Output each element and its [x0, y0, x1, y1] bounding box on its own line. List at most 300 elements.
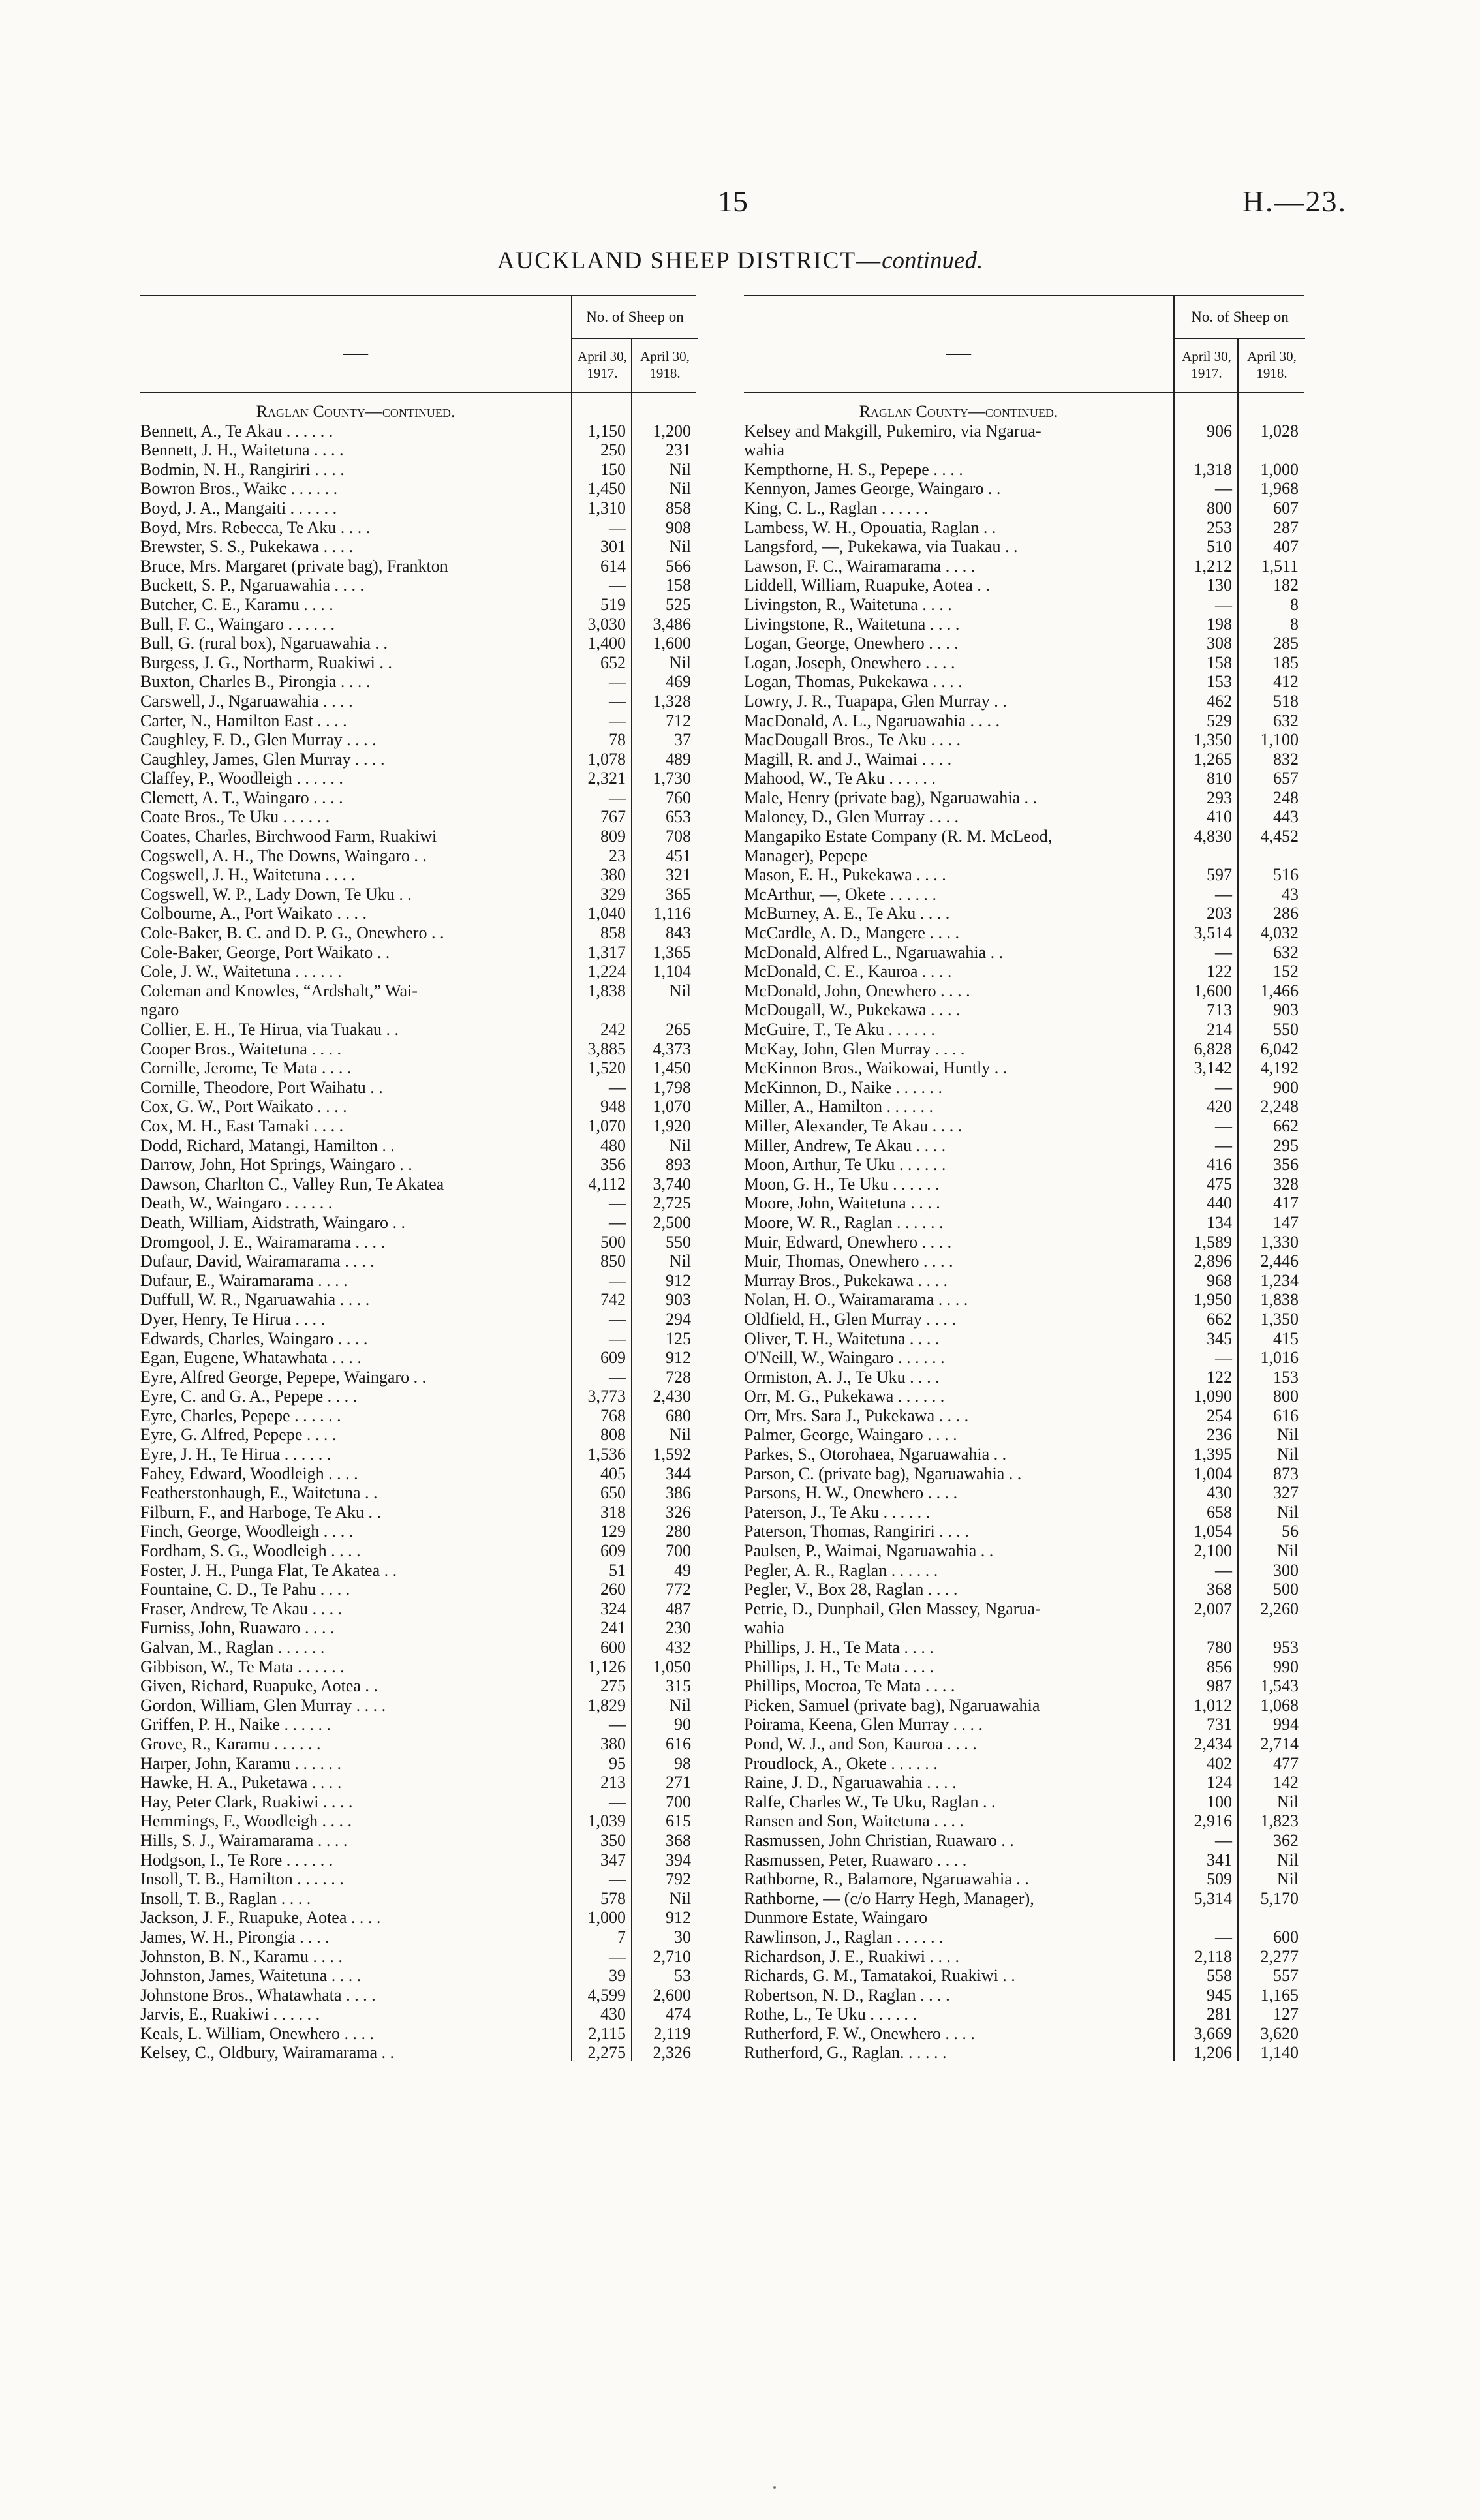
header-col-1917-year: 1917. — [587, 365, 618, 381]
sheep-1918: 1,450 — [653, 1058, 691, 1078]
table-row — [744, 1773, 1304, 1792]
sheep-1918: 37 — [674, 730, 691, 750]
sheep-1918: 615 — [666, 1811, 691, 1831]
sheep-1918: 1,140 — [1260, 2043, 1299, 2063]
table-row — [744, 1368, 1304, 1387]
holder-name: Rasmussen, Peter, Ruawaro . . . . — [744, 1850, 967, 1869]
table-row — [140, 1155, 696, 1175]
holder-name: Parsons, H. W., Onewhero . . . . — [744, 1483, 958, 1503]
sheep-1917: — — [609, 1193, 626, 1213]
holder-name: McDonald, Alfred L., Ngaruawahia . . — [744, 942, 1004, 962]
sheep-1918: 182 — [1273, 576, 1299, 595]
table-row — [744, 1175, 1304, 1194]
sheep-1917: 1,150 — [587, 421, 626, 440]
sheep-1918: 286 — [1273, 904, 1299, 923]
sheep-1917: 260 — [600, 1580, 626, 1599]
sheep-1917: 558 — [1207, 1966, 1232, 1986]
sheep-1918: Nil — [1276, 1425, 1299, 1445]
sheep-1917: — — [609, 1329, 626, 1348]
header-dash: — — [343, 339, 368, 366]
sheep-1918: 368 — [666, 1830, 691, 1850]
holder-name: Gordon, William, Glen Murray . . . . — [140, 1695, 386, 1715]
sheep-1918: 518 — [1273, 691, 1299, 711]
sheep-1917: 213 — [600, 1773, 626, 1792]
table-row — [744, 1078, 1304, 1098]
sheep-1918: 616 — [666, 1734, 691, 1753]
sheep-1918: 407 — [1273, 537, 1299, 557]
sheep-1917: 731 — [1207, 1715, 1232, 1734]
sheep-1918: Nil — [669, 1695, 691, 1715]
sheep-1917: 662 — [1207, 1309, 1232, 1329]
holder-name: Male, Henry (private bag), Ngaruawahia . . — [744, 788, 1038, 807]
sheep-1918: 632 — [1273, 711, 1299, 730]
sheep-1918: 153 — [1273, 1367, 1299, 1387]
holder-name: McKinnon Bros., Waikowai, Huntly . . — [744, 1058, 1008, 1078]
sheep-1918: 1,592 — [653, 1445, 691, 1464]
table-row — [744, 1039, 1304, 1059]
sheep-1918: 6,042 — [1260, 1039, 1299, 1058]
table-row — [744, 1754, 1304, 1774]
holder-name: Hemmings, F., Woodleigh . . . . — [140, 1811, 352, 1831]
sheep-1917: 253 — [1207, 517, 1232, 537]
sheep-1918: 525 — [666, 594, 691, 614]
table-row — [744, 711, 1304, 731]
header-col-1917-year: 1917. — [1191, 365, 1222, 381]
sheep-1918: 30 — [674, 1927, 691, 1946]
table-row — [744, 1851, 1304, 1870]
sheep-1917: — — [609, 517, 626, 537]
holder-name: Miller, Alexander, Te Akau . . . . — [744, 1116, 963, 1135]
sheep-1917: 597 — [1207, 865, 1232, 885]
sheep-1918: 1,730 — [653, 769, 691, 788]
sheep-1917: 780 — [1207, 1638, 1232, 1657]
holder-name: Buckett, S. P., Ngaruawahia . . . . — [140, 576, 365, 595]
holder-name: Pegler, A. R., Raglan . . . . . . — [744, 1560, 938, 1580]
sheep-1918: 417 — [1273, 1193, 1299, 1213]
sheep-1917: 380 — [600, 865, 626, 885]
sheep-1917: 241 — [600, 1618, 626, 1638]
table-row — [744, 1445, 1304, 1464]
holder-name: Paterson, J., Te Aku . . . . . . — [744, 1502, 931, 1522]
holder-name: Phillips, J. H., Te Mata . . . . — [744, 1638, 934, 1657]
holder-name: Cox, G. W., Port Waikato . . . . — [140, 1097, 347, 1116]
table-row — [140, 1638, 696, 1657]
sheep-1917: 1,950 — [1194, 1290, 1232, 1310]
sheep-1918: 432 — [666, 1638, 691, 1657]
sheep-1918: 1,920 — [653, 1116, 691, 1135]
section-heading — [744, 402, 1304, 422]
sheep-1918: 474 — [666, 2005, 691, 2024]
sheep-1917: 600 — [600, 1638, 626, 1657]
table-row — [744, 1464, 1304, 1484]
holder-name: Butcher, C. E., Karamu . . . . — [140, 594, 333, 614]
sheep-1918: 700 — [666, 1792, 691, 1811]
sheep-1917: 500 — [600, 1232, 626, 1252]
table-row — [744, 595, 1304, 615]
holder-name: Magill, R. and J., Waimai . . . . — [744, 749, 952, 769]
table-row — [140, 846, 696, 866]
table-row — [744, 1329, 1304, 1349]
holder-name: Phillips, Mocroa, Te Mata . . . . — [744, 1676, 955, 1696]
sheep-1918: 843 — [666, 923, 691, 943]
sheep-1917: 380 — [600, 1734, 626, 1753]
sheep-1918: 280 — [666, 1522, 691, 1541]
table-row — [140, 1116, 696, 1136]
sheep-1917: — — [609, 711, 626, 730]
table-row — [140, 923, 696, 943]
sheep-1918: 489 — [666, 749, 691, 769]
sheep-1918: 231 — [666, 440, 691, 460]
sheep-1917: 462 — [1207, 691, 1232, 711]
sheep-1918: 90 — [674, 1715, 691, 1734]
sheep-1917: 1,078 — [587, 749, 626, 769]
table-row — [744, 1213, 1304, 1233]
table-row — [140, 1966, 696, 1986]
sheep-1917: 95 — [609, 1753, 626, 1773]
sheep-1917: 810 — [1207, 769, 1232, 788]
sheep-1917: 430 — [1207, 1483, 1232, 1503]
sheep-1918: 412 — [1273, 672, 1299, 692]
table-row — [744, 1908, 1304, 1928]
holder-name: Langsford, —, Pukekawa, via Tuakau . . — [744, 537, 1018, 557]
holder-name: Dromgool, J. E., Wairamarama . . . . — [140, 1232, 386, 1252]
sheep-1917: 578 — [600, 1888, 626, 1908]
table-row — [140, 1908, 696, 1928]
table-row — [744, 2005, 1304, 2024]
table-row — [140, 576, 696, 595]
table-row — [744, 1696, 1304, 1715]
sheep-1918: 1,600 — [653, 634, 691, 653]
sheep-1918: 2,710 — [653, 1946, 691, 1966]
sheep-1918: 1,070 — [653, 1097, 691, 1116]
sheep-1918: 662 — [1273, 1116, 1299, 1135]
holder-name: Dawson, Charlton C., Valley Run, Te Akatea — [140, 1174, 444, 1193]
holder-name: McDougall, W., Pukekawa . . . . — [744, 1000, 961, 1020]
holder-name: Carswell, J., Ngaruawahia . . . . — [140, 691, 353, 711]
holder-name: Clemett, A. T., Waingaro . . . . — [140, 788, 343, 807]
table-row — [140, 1715, 696, 1734]
holder-name: Dufaur, E., Wairamarama . . . . — [140, 1270, 348, 1290]
header-col-1917-date: April 30, — [1182, 348, 1231, 364]
holder-name: Paulsen, P., Waimai, Ngaruawahia . . — [744, 1541, 994, 1561]
sheep-1917: 2,896 — [1194, 1252, 1232, 1271]
sheep-1917: 1,350 — [1194, 730, 1232, 750]
header-col-1918-date: April 30, — [1247, 348, 1297, 364]
sheep-1918: 127 — [1273, 2005, 1299, 2024]
holder-name: Dunmore Estate, Waingaro — [744, 1908, 928, 1928]
table-row — [744, 807, 1304, 827]
sheep-1917: 650 — [600, 1483, 626, 1503]
table-row — [744, 537, 1304, 557]
holder-name: Cole, J. W., Waitetuna . . . . . . — [140, 962, 342, 981]
sheep-1917: 5,314 — [1194, 1888, 1232, 1908]
sheep-1918: 5,170 — [1260, 1888, 1299, 1908]
sheep-1917: 1,838 — [587, 981, 626, 1000]
table-row — [140, 1734, 696, 1754]
holder-name: Boyd, Mrs. Rebecca, Te Aku . . . . — [140, 517, 371, 537]
holder-name: Moore, John, Waitetuna . . . . — [744, 1193, 940, 1213]
holder-name: Logan, George, Onewhero . . . . — [744, 634, 959, 653]
holder-name: Oliver, T. H., Waitetuna . . . . — [744, 1329, 940, 1348]
table-row — [744, 672, 1304, 692]
table-row — [744, 962, 1304, 981]
sheep-1918: 1,068 — [1260, 1695, 1299, 1715]
sheep-1917: — — [609, 1309, 626, 1329]
table-row — [744, 1425, 1304, 1445]
holder-name: Miller, A., Hamilton . . . . . . — [744, 1097, 933, 1116]
holder-name: Moon, Arthur, Te Uku . . . . . . — [744, 1155, 946, 1175]
holder-name: Muir, Edward, Onewhero . . . . — [744, 1232, 952, 1252]
sheep-1918: Nil — [1276, 1445, 1299, 1464]
holder-name: Bull, G. (rural box), Ngaruawahia . . — [140, 634, 388, 653]
sheep-1918: 760 — [666, 788, 691, 807]
table-row — [140, 518, 696, 538]
holder-name: King, C. L., Raglan . . . . . . — [744, 498, 929, 517]
table-row — [140, 692, 696, 711]
sheep-1918: Nil — [669, 537, 691, 557]
sheep-1917: 1,318 — [1194, 459, 1232, 479]
holder-name: Phillips, J. H., Te Mata . . . . — [744, 1657, 934, 1676]
holder-name: James, W. H., Pirongia . . . . — [140, 1927, 330, 1946]
sheep-1918: 903 — [666, 1290, 691, 1310]
page-number: 15 — [718, 185, 748, 218]
table-row — [744, 1271, 1304, 1291]
holder-name: Insoll, T. B., Hamilton . . . . . . — [140, 1869, 344, 1889]
sheep-1918: 49 — [674, 1560, 691, 1580]
sheep-1918: 616 — [1273, 1406, 1299, 1425]
sheep-1918: 98 — [674, 1753, 691, 1773]
header-col-1918-year: 1918. — [1256, 365, 1287, 381]
holder-name: Robertson, N. D., Raglan . . . . — [744, 1985, 950, 2005]
sheep-1918: 893 — [666, 1155, 691, 1175]
sheep-1918: 271 — [666, 1773, 691, 1792]
sheep-1917: 3,773 — [587, 1387, 626, 1406]
holder-name: Dodd, Richard, Matangi, Hamilton . . — [140, 1135, 395, 1155]
sheep-1918: 2,119 — [653, 2023, 691, 2043]
table-row — [744, 1097, 1304, 1116]
table-row — [140, 1406, 696, 1426]
sheep-1917: — — [609, 1367, 626, 1387]
holder-name: Jackson, J. F., Ruapuke, Aotea . . . . — [140, 1908, 381, 1928]
holder-name: Kelsey and Makgill, Pukemiro, via Ngarua- — [744, 421, 1041, 440]
sheep-1918: 873 — [1273, 1464, 1299, 1483]
sheep-1918: 912 — [666, 1348, 691, 1368]
sheep-1918: 1,104 — [653, 962, 691, 981]
table-row — [140, 1290, 696, 1310]
sheep-1917: 347 — [600, 1850, 626, 1869]
table-row — [140, 1580, 696, 1599]
sheep-1918: 185 — [1273, 653, 1299, 672]
table-row — [744, 1136, 1304, 1156]
header-span: No. of Sheep on — [571, 296, 698, 339]
table-row — [744, 422, 1304, 441]
holder-name: Rothe, L., Te Uku . . . . . . — [744, 2005, 917, 2024]
sheep-1917: 968 — [1207, 1270, 1232, 1290]
sheep-1917: 198 — [1207, 614, 1232, 634]
sheep-1917: — — [1215, 479, 1232, 499]
sheep-1918: 1,330 — [1260, 1232, 1299, 1252]
sheep-1917: 3,142 — [1194, 1058, 1232, 1078]
sheep-1918: 443 — [1273, 807, 1299, 827]
header-col-1918-year: 1918. — [649, 365, 681, 381]
table-row — [140, 1986, 696, 2005]
sheep-1918: 287 — [1273, 517, 1299, 537]
table-row — [744, 1290, 1304, 1310]
table-row — [744, 1000, 1304, 1020]
sheep-1918: 147 — [1273, 1212, 1299, 1232]
holder-name: Bull, F. C., Waingaro . . . . . . — [140, 614, 335, 634]
holder-name: Pegler, V., Box 28, Raglan . . . . — [744, 1580, 958, 1599]
table-row — [140, 1696, 696, 1715]
sheep-1917: — — [1215, 1077, 1232, 1097]
holder-name: Kennyon, James George, Waingaro . . — [744, 479, 1001, 499]
sheep-1918: Nil — [1276, 1869, 1299, 1889]
title-italic: continued. — [882, 247, 983, 274]
sheep-1917: 1,212 — [1194, 556, 1232, 576]
table-row — [744, 904, 1304, 923]
sheep-1917: 4,599 — [587, 1985, 626, 2005]
sheep-1917: 1,265 — [1194, 749, 1232, 769]
sheep-1917: — — [1215, 1348, 1232, 1368]
holder-name: Egan, Eugene, Whatawhata . . . . — [140, 1348, 362, 1368]
table-row — [744, 1561, 1304, 1580]
sheep-1918: 2,277 — [1260, 1946, 1299, 1966]
table-row — [744, 788, 1304, 808]
sheep-1917: 2,275 — [587, 2043, 626, 2063]
table-row — [140, 1058, 696, 1078]
holder-name: Insoll, T. B., Raglan . . . . — [140, 1888, 311, 1908]
sheep-1918: 912 — [666, 1270, 691, 1290]
holder-name: Hay, Peter Clark, Ruakiwi . . . . — [140, 1792, 353, 1811]
sheep-1918: 600 — [1273, 1927, 1299, 1946]
sheep-1918: 487 — [666, 1599, 691, 1618]
sheep-1917: 100 — [1207, 1792, 1232, 1811]
sheep-1918: 1,016 — [1260, 1348, 1299, 1368]
sheep-1918: 294 — [666, 1309, 691, 1329]
sheep-1917: 1,829 — [587, 1695, 626, 1715]
sheep-1918: 1,511 — [1261, 556, 1299, 576]
sheep-1917: 1,040 — [587, 904, 626, 923]
holder-name: McArthur, —, Okete . . . . . . — [744, 884, 937, 904]
holder-name: Raglan County—continued. — [859, 402, 1058, 421]
sheep-1917: — — [609, 1077, 626, 1097]
sheep-1918: 1,100 — [1260, 730, 1299, 750]
sheep-1918: 772 — [666, 1580, 691, 1599]
table-row — [744, 1792, 1304, 1812]
sheep-1917: 420 — [1207, 1097, 1232, 1116]
sheep-1918: 832 — [1273, 749, 1299, 769]
holder-name: Moon, G. H., Te Uku . . . . . . — [744, 1174, 940, 1193]
sheep-1918: 2,600 — [653, 1985, 691, 2005]
sheep-1918: 1,798 — [653, 1077, 691, 1097]
sheep-1917: 7 — [617, 1927, 626, 1946]
sheep-1917: 440 — [1207, 1193, 1232, 1213]
header-col-1918-date: April 30, — [640, 348, 690, 364]
holder-name: Cole-Baker, B. C. and D. P. G., Onewhero . . — [140, 923, 444, 943]
table-row — [744, 1599, 1304, 1619]
sheep-1918: Nil — [1276, 1541, 1299, 1561]
sheep-1918: 158 — [666, 576, 691, 595]
table-row — [744, 634, 1304, 653]
header-col-1917 — [571, 338, 632, 392]
sheep-1918: Nil — [669, 981, 691, 1000]
sheep-1917: 23 — [609, 846, 626, 865]
table-row — [140, 1522, 696, 1541]
sheep-1918: Nil — [1276, 1792, 1299, 1811]
sheep-1918: Nil — [669, 459, 691, 479]
sheep-1917: 1,600 — [1194, 981, 1232, 1000]
sheep-1917: 236 — [1207, 1425, 1232, 1445]
sheep-1918: 356 — [1273, 1155, 1299, 1175]
sheep-1918: 1,165 — [1260, 1985, 1299, 2005]
table-row — [140, 2043, 696, 2063]
sheep-1917: 158 — [1207, 653, 1232, 672]
table-row — [744, 1483, 1304, 1503]
table-row — [140, 962, 696, 981]
holder-name: Ransen and Son, Waitetuna . . . . — [744, 1811, 964, 1831]
sheep-1918: 142 — [1273, 1773, 1299, 1792]
holder-name: Bodmin, N. H., Rangiriri . . . . — [140, 459, 345, 479]
holder-name: Poirama, Keena, Glen Murray . . . . — [744, 1715, 983, 1734]
table-row — [744, 1831, 1304, 1851]
table-row — [140, 1947, 696, 1967]
table-row — [744, 1233, 1304, 1252]
holder-name: Cooper Bros., Waitetuna . . . . — [140, 1039, 341, 1058]
holder-name: Richards, G. M., Tamatakoi, Ruakiwi . . — [744, 1966, 1015, 1986]
table-row — [140, 1387, 696, 1406]
table-row — [140, 827, 696, 846]
holder-name: Oldfield, H., Glen Murray . . . . — [744, 1309, 956, 1329]
sheep-1917: 987 — [1207, 1676, 1232, 1696]
table-row — [744, 440, 1304, 460]
holder-name: Eyre, C. and G. A., Pepepe . . . . — [140, 1387, 358, 1406]
sheep-1918: 315 — [666, 1676, 691, 1696]
table-row — [140, 943, 696, 962]
sheep-1918: 300 — [1273, 1560, 1299, 1580]
holder-name: Hawke, H. A., Puketawa . . . . — [140, 1773, 342, 1792]
holder-name: McDonald, John, Onewhero . . . . — [744, 981, 970, 1000]
table-row — [140, 1561, 696, 1580]
sheep-1918: 1,365 — [653, 942, 691, 962]
holder-name: Darrow, John, Hot Springs, Waingaro . . — [140, 1155, 412, 1175]
table-row — [140, 1329, 696, 1349]
table-row — [140, 1618, 696, 1638]
table-row — [140, 865, 696, 885]
sheep-1918: 2,714 — [1260, 1734, 1299, 1753]
sheep-1917: 858 — [600, 923, 626, 943]
holder-name: Fraser, Andrew, Te Akau . . . . — [140, 1599, 343, 1618]
sheep-1917: 39 — [609, 1966, 626, 1986]
sheep-1918: 653 — [666, 807, 691, 827]
holder-name: Muir, Thomas, Onewhero . . . . — [744, 1252, 953, 1271]
holder-name: Lowry, J. R., Tuapapa, Glen Murray . . — [744, 691, 1007, 711]
sheep-1918: 451 — [666, 846, 691, 865]
holder-name: Burgess, J. G., Northarm, Ruakiwi . . — [140, 653, 392, 672]
sheep-1918: 1,543 — [1260, 1676, 1299, 1696]
sheep-1918: 1,028 — [1260, 421, 1299, 440]
table-row — [140, 1020, 696, 1039]
holder-name: Raglan County—continued. — [256, 402, 455, 421]
sheep-1918: 2,500 — [653, 1212, 691, 1232]
sheep-1918: 477 — [1273, 1753, 1299, 1773]
sheep-1918: 700 — [666, 1541, 691, 1561]
holder-name: Filburn, F., and Harboge, Te Aku . . — [140, 1502, 381, 1522]
table-row — [744, 1811, 1304, 1831]
sheep-1918: Nil — [669, 653, 691, 672]
holder-name: Paterson, Thomas, Rangiriri . . . . — [744, 1522, 969, 1541]
sheep-1918: 265 — [666, 1020, 691, 1039]
holder-name: Rasmussen, John Christian, Ruawaro . . — [744, 1830, 1014, 1850]
